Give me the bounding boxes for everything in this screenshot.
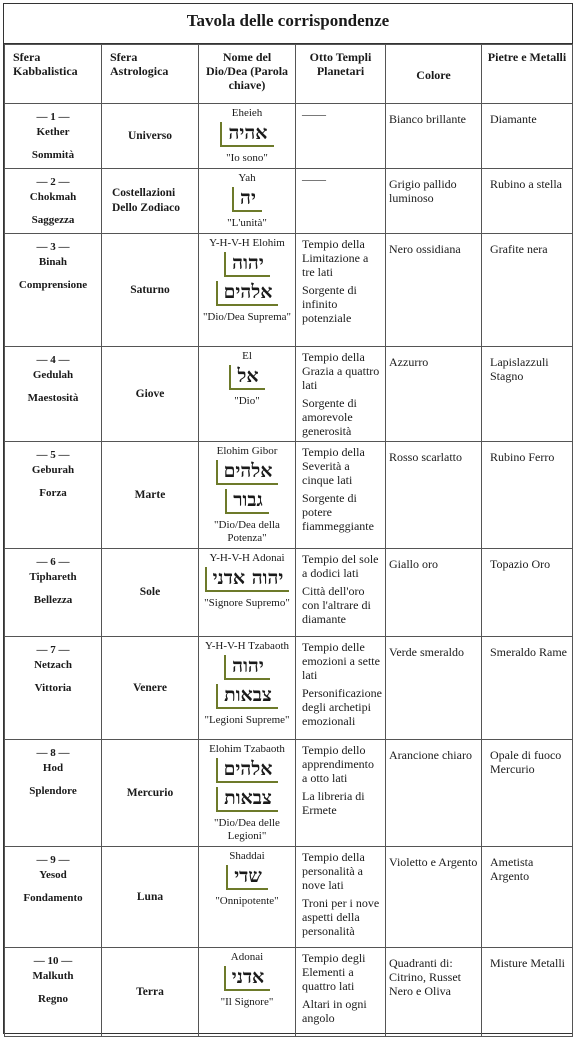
sephira-translation: Vittoria xyxy=(34,682,72,694)
nome-dio-cell xyxy=(199,169,296,234)
colore-cell: Quadranti di: Citrino, Russet Nero e Oliva xyxy=(386,948,482,1037)
hebrew-name: יהוה אדני xyxy=(205,567,290,592)
tempio-name: —— xyxy=(302,172,326,186)
sephira-number: — 4 — xyxy=(36,354,70,366)
sephira-name: Malkuth xyxy=(32,970,74,982)
divine-name-transliteration: Elohim Tzabaoth xyxy=(209,743,285,755)
tempio-cell xyxy=(296,104,386,169)
keyword-meaning: "Dio/Dea della Potenza" xyxy=(214,519,280,544)
nome-dio-cell xyxy=(199,347,296,442)
nome-dio-cell xyxy=(199,740,296,847)
tempio-description: La libreria di Ermete xyxy=(302,789,365,817)
colore-cell: Giallo oro xyxy=(386,549,482,637)
tempio-cell xyxy=(296,948,386,1037)
sfera-astrologica-cell: Giove xyxy=(102,347,199,442)
keyword-meaning: "Dio/Dea Suprema" xyxy=(202,311,292,323)
table-row xyxy=(5,740,573,847)
colore-cell: Verde smeraldo xyxy=(386,637,482,740)
tempio-name: Tempio delle emozioni a sette lati xyxy=(302,640,380,682)
divine-name-transliteration: Y-H-V-H Adonai xyxy=(209,552,285,564)
pietre-cell: Grafite nera xyxy=(482,234,573,347)
divine-name-transliteration: Y-H-V-H Tzabaoth xyxy=(204,640,289,652)
tempio-description: Sorgente di infinito potenziale xyxy=(302,283,357,325)
sfera-astrologica-cell: Terra xyxy=(102,948,199,1037)
sephira-translation: Bellezza xyxy=(33,594,73,606)
tempio-name: Tempio dello apprendimento a otto lati xyxy=(302,743,374,785)
sephira-translation: Sommità xyxy=(31,149,75,161)
sfera-kabbalistica-cell xyxy=(5,740,102,847)
sephira-translation: Saggezza xyxy=(31,214,75,226)
sephira-translation: Comprensione xyxy=(18,279,88,291)
sfera-kabbalistica-cell xyxy=(5,234,102,347)
divine-name-transliteration: El xyxy=(242,350,252,362)
sephira-number: — 7 — xyxy=(36,644,70,656)
sfera-astrologica-cell: Venere xyxy=(102,637,199,740)
sephira-translation: Fondamento xyxy=(23,892,83,904)
sephira-translation: Forza xyxy=(39,487,67,499)
keyword-meaning: "Dio/Dea delle Legioni" xyxy=(214,817,280,842)
tempio-description: Sorgente di potere fiammeggiante xyxy=(302,491,374,533)
header-sfera-astrologica: Sfera Astrologica xyxy=(102,45,199,104)
table-row xyxy=(5,549,573,637)
hebrew-name: אלהים xyxy=(216,460,279,485)
tempio-cell xyxy=(296,442,386,549)
pietre-cell: Smeraldo Rame xyxy=(482,637,573,740)
tempio-cell xyxy=(296,234,386,347)
tempio-name: Tempio degli Elementi a quattro lati xyxy=(302,951,366,993)
table-row xyxy=(5,637,573,740)
colore-cell: Violetto e Argento xyxy=(386,847,482,948)
tempio-name: Tempio del sole a dodici lati xyxy=(302,552,379,580)
divine-name-transliteration: Eheieh xyxy=(231,107,263,119)
pietre-cell: Rubino a stella xyxy=(482,169,573,234)
keyword-meaning: "Legioni Supreme" xyxy=(204,714,290,726)
keyword-meaning: "Signore Supremo" xyxy=(204,597,290,609)
hebrew-name: יה xyxy=(232,187,262,212)
tempio-name: Tempio della Grazia a quattro lati xyxy=(302,350,380,392)
pietre-cell: Diamante xyxy=(482,104,573,169)
table-row xyxy=(5,847,573,948)
header-templi: Otto Templi Planetari xyxy=(296,45,386,104)
hebrew-name: אלהים xyxy=(216,758,279,783)
divine-name-transliteration: Y-H-V-H Elohim xyxy=(209,237,285,249)
header-row xyxy=(5,45,573,104)
sephira-name: Hod xyxy=(42,762,64,774)
tempio-description: Personificazione degli archetipi emozionali xyxy=(302,686,382,728)
pietre-cell: Opale di fuoco Mercurio xyxy=(482,740,573,847)
tempio-cell xyxy=(296,169,386,234)
hebrew-name: שדי xyxy=(226,865,268,890)
table-row xyxy=(5,234,573,347)
colore-cell: Rosso scarlatto xyxy=(386,442,482,549)
tempio-cell xyxy=(296,740,386,847)
sfera-kabbalistica-cell xyxy=(5,637,102,740)
tempio-cell xyxy=(296,847,386,948)
nome-dio-cell xyxy=(199,948,296,1037)
colore-cell: Azzurro xyxy=(386,347,482,442)
keyword-meaning: "Io sono" xyxy=(226,152,268,164)
sfera-astrologica-cell: Marte xyxy=(102,442,199,549)
tempio-cell xyxy=(296,637,386,740)
nome-dio-cell xyxy=(199,234,296,347)
tempio-name: Tempio della Limitazione a tre lati xyxy=(302,237,369,279)
sephira-translation: Regno xyxy=(38,993,68,1005)
tempio-name: Tempio della personalità a nove lati xyxy=(302,850,365,892)
nome-dio-cell xyxy=(199,549,296,637)
pietre-cell: Rubino Ferro xyxy=(482,442,573,549)
keyword-meaning: "Dio" xyxy=(234,395,260,407)
sephira-number: — 6 — xyxy=(36,556,70,568)
colore-cell: Arancione chiaro xyxy=(386,740,482,847)
hebrew-name: יהוה xyxy=(224,252,270,277)
sephira-number: — 2 — xyxy=(36,176,70,188)
correspondence-table xyxy=(4,44,573,1037)
hebrew-name-2: צבאות xyxy=(216,684,278,709)
sfera-kabbalistica-cell xyxy=(5,847,102,948)
sfera-kabbalistica-cell xyxy=(5,347,102,442)
hebrew-name: אהיה xyxy=(220,122,273,147)
tempio-cell xyxy=(296,549,386,637)
sfera-astrologica-cell: Mercurio xyxy=(102,740,199,847)
hebrew-name-2: גבור xyxy=(225,489,269,514)
nome-dio-cell xyxy=(199,847,296,948)
hebrew-name: יהוה xyxy=(224,655,270,680)
divine-name-transliteration: Yah xyxy=(238,172,256,184)
sephira-name: Netzach xyxy=(34,659,72,671)
sephira-translation: Maestosità xyxy=(27,392,79,404)
sephira-number: — 5 — xyxy=(36,449,70,461)
divine-name-transliteration: Elohim Gibor xyxy=(216,445,278,457)
table-row xyxy=(5,442,573,549)
colore-cell: Bianco brillante xyxy=(386,104,482,169)
sfera-kabbalistica-cell xyxy=(5,442,102,549)
tempio-description: Altari in ogni angolo xyxy=(302,997,367,1025)
keyword-meaning: "Onnipotente" xyxy=(215,895,279,907)
pietre-cell: Topazio Oro xyxy=(482,549,573,637)
table-row xyxy=(5,104,573,169)
sfera-kabbalistica-cell xyxy=(5,104,102,169)
sfera-astrologica-cell: Universo xyxy=(102,104,199,169)
header-sfera-kabbalistica: Sfera Kabbalistica xyxy=(5,45,102,104)
header-pietre: Pietre e Metalli xyxy=(482,45,573,104)
divine-name-transliteration: Shaddai xyxy=(229,850,265,862)
keyword-meaning: "L'unità" xyxy=(227,217,267,229)
nome-dio-cell xyxy=(199,637,296,740)
keyword-meaning: "Il Signore" xyxy=(220,996,274,1008)
sephira-number: — 1 — xyxy=(36,111,70,123)
sfera-astrologica-cell: Costellazioni Dello Zodiaco xyxy=(102,169,199,234)
tempio-description: Troni per i nove aspetti della personalità xyxy=(302,896,380,938)
hebrew-name-2: צבאות xyxy=(216,787,278,812)
sfera-kabbalistica-cell xyxy=(5,169,102,234)
sephira-name: Yesod xyxy=(39,869,67,881)
divine-name-transliteration: Adonai xyxy=(230,951,264,963)
sephira-name: Chokmah xyxy=(29,191,77,203)
sfera-kabbalistica-cell xyxy=(5,948,102,1037)
tempio-description: Sorgente di amorevole generosità xyxy=(302,396,357,438)
sephira-name: Geburah xyxy=(31,464,75,476)
table-row xyxy=(5,347,573,442)
sephira-number: — 10 — xyxy=(33,955,73,967)
sephira-name: Gedulah xyxy=(32,369,74,381)
colore-cell: Nero ossidiana xyxy=(386,234,482,347)
sephira-number: — 3 — xyxy=(36,241,70,253)
header-nome: Nome del Dio/Dea (Parola chiave) xyxy=(199,45,296,104)
hebrew-name-2: אלהים xyxy=(216,281,279,306)
sfera-astrologica-cell: Saturno xyxy=(102,234,199,347)
table-row xyxy=(5,169,573,234)
pietre-cell: Misture Metalli xyxy=(482,948,573,1037)
sephira-name: Kether xyxy=(36,126,70,138)
hebrew-name: אדני xyxy=(224,966,271,991)
correspondence-table-frame xyxy=(3,3,573,1034)
sephira-number: — 8 — xyxy=(36,747,70,759)
tempio-description: Città dell'oro con l'altrare di diamante xyxy=(302,584,371,626)
sephira-translation: Splendore xyxy=(29,785,77,797)
colore-cell: Grigio pallido luminoso xyxy=(386,169,482,234)
sephira-name: Binah xyxy=(38,256,68,268)
tempio-name: —— xyxy=(302,107,326,121)
sfera-astrologica-cell: Sole xyxy=(102,549,199,637)
sephira-name: Tiphareth xyxy=(29,571,77,583)
pietre-cell: Lapislazzuli Stagno xyxy=(482,347,573,442)
sfera-astrologica-cell: Luna xyxy=(102,847,199,948)
tempio-name: Tempio della Severità a cinque lati xyxy=(302,445,365,487)
page-title: Tavola delle corrispondenze xyxy=(4,4,572,44)
sfera-kabbalistica-cell xyxy=(5,549,102,637)
pietre-cell: Ametista Argento xyxy=(482,847,573,948)
nome-dio-cell xyxy=(199,104,296,169)
table-row xyxy=(5,948,573,1037)
sephira-number: — 9 — xyxy=(36,854,70,866)
header-colore: Colore xyxy=(386,45,482,104)
hebrew-name: אל xyxy=(229,365,264,390)
nome-dio-cell xyxy=(199,442,296,549)
tempio-cell xyxy=(296,347,386,442)
